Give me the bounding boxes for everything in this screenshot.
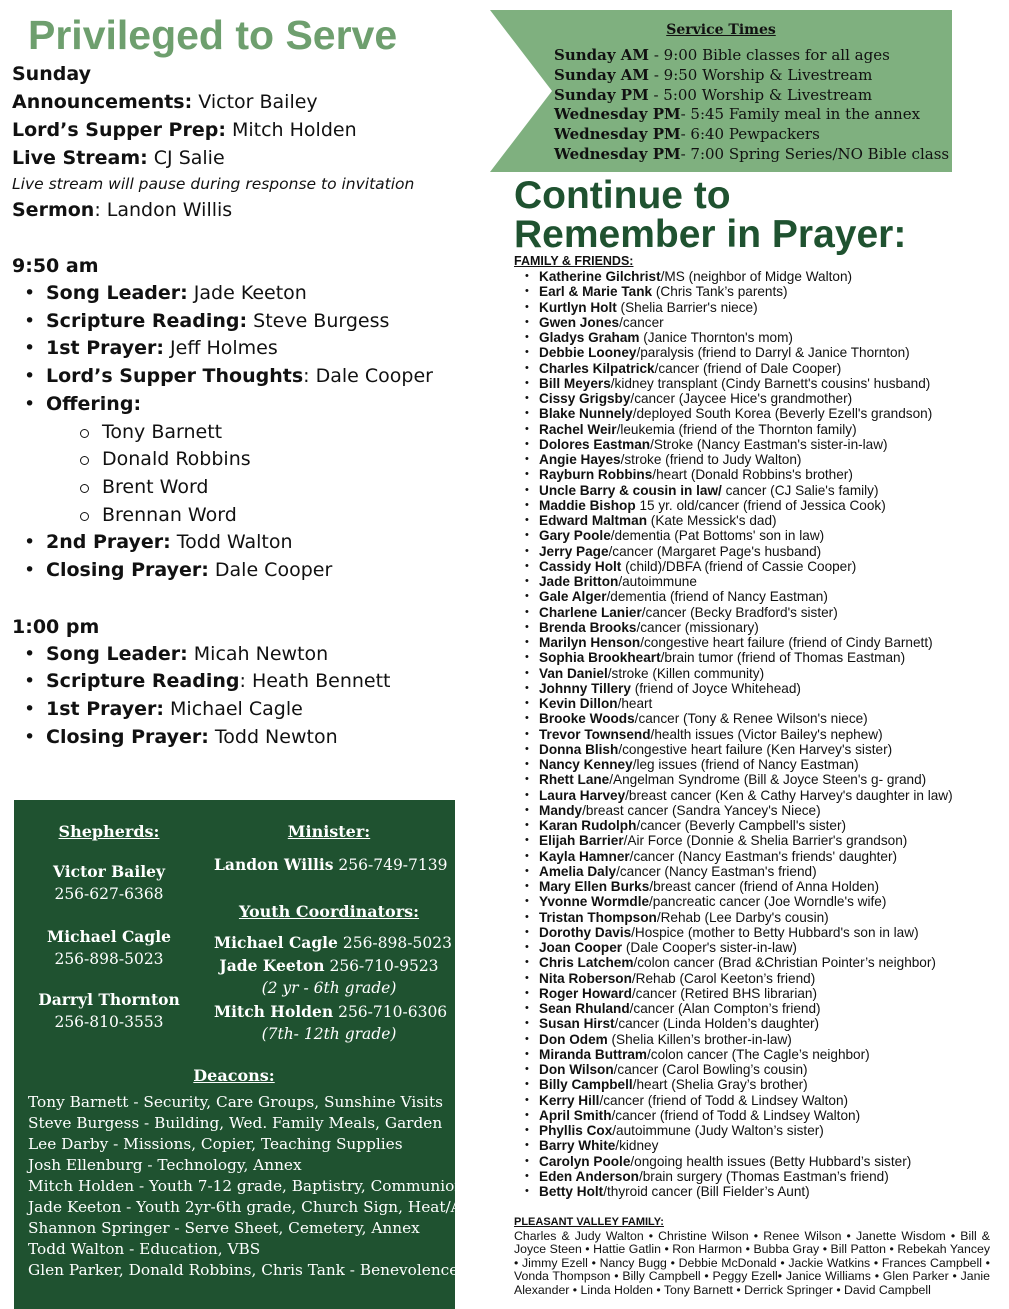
role-item: • 2nd Prayer: Todd Walton	[24, 529, 482, 557]
prayer-item: • Yvonne Wormdle/pancreatic cancer (Joe Worndle's wife)	[523, 894, 953, 909]
offering-item: Brennan Word	[80, 502, 482, 530]
prayer-item: • Cassidy Holt (child)/DBFA (friend of Cassie Cooper)	[523, 559, 953, 574]
page-title: Privileged to Serve	[28, 12, 398, 58]
role-item: • Song Leader: Jade Keeton	[24, 280, 482, 308]
prayer-item: • Bill Meyers/kidney transplant (Cindy Barnett's cousins' husband)	[523, 376, 953, 391]
sunday-heading: Sunday	[12, 63, 91, 85]
deacons-heading: Deacons:	[193, 1066, 275, 1085]
leadership-box	[14, 800, 474, 1309]
roles-list-950	[12, 280, 482, 585]
prayer-item: • Marilyn Henson/congestive heart failure (friend of Cindy Barnett)	[523, 635, 953, 650]
prayer-item: • Kayla Hamner/cancer (Nancy Eastman's friends' daughter)	[523, 849, 953, 864]
deacon-item: Glen Parker, Donald Robbins, Chris Tank - Benevolence	[28, 1261, 459, 1279]
prayer-item: • Sean Rhuland/cancer (Alan Compton’s friend)	[523, 1001, 953, 1016]
minister-heading: Minister:	[287, 822, 371, 841]
deacon-item: Mitch Holden - Youth 7-12 grade, Baptistry, Communion	[28, 1177, 465, 1195]
serve-schedule	[12, 10, 482, 752]
prayer-item: • Carolyn Poole/ongoing health issues (Betty Hubbard’s sister)	[523, 1154, 953, 1169]
prayer-item: • Mandy/breast cancer (Sandra Yancey's Niece)	[523, 803, 953, 818]
youth-heading: Youth Coordinators:	[238, 902, 420, 921]
service-times-banner	[490, 10, 952, 172]
prayer-item: • Roger Howard/cancer (Retired BHS librarian)	[523, 986, 953, 1001]
prayer-item: • Van Daniel/stroke (Killen community)	[523, 666, 953, 681]
prayer-item: • Rayburn Robbins/heart (Donald Robbins's brother)	[523, 467, 953, 482]
prayer-item: • Miranda Buttram/colon cancer (The Cagle’s neighbor)	[523, 1047, 953, 1062]
youth-contact: Michael Cagle 256-898-5023	[214, 933, 452, 952]
prayer-item: • Joan Cooper (Dale Cooper's sister-in-law)	[523, 940, 953, 955]
minister-contact: Landon Willis 256-749-7139	[214, 855, 448, 874]
role-item-offering: • Offering: Tony Barnett Donald Robbins Brent Word Brennan Word	[24, 391, 482, 530]
prayer-item: • Edward Maltman (Kate Messick's dad)	[523, 513, 953, 528]
deacon-item: Josh Ellenburg - Technology, Annex	[28, 1156, 302, 1174]
shepherd-phone: 256-627-6368	[54, 885, 164, 903]
prayer-item: • Rhett Lane/Angelman Syndrome (Bill & Joyce Steen's g- grand)	[523, 772, 953, 787]
sunday-assignment: Lord’s Supper Prep: Mitch Holden	[12, 119, 357, 141]
prayer-item: • Betty Holt/thyroid cancer (Bill Fielder’s Aunt)	[523, 1184, 953, 1199]
prayer-item: • Dolores Eastman/Stroke (Nancy Eastman's sister-in-law)	[523, 437, 953, 452]
prayer-item: • Don Odem (Shelia Killen’s brother-in-law)	[523, 1032, 953, 1047]
prayer-item: • Dorothy Davis/Hospice (mother to Betty Hubbard's son in law)	[523, 925, 953, 940]
prayer-item: • Blake Nunnely/deployed South Korea (Beverly Ezell's grandson)	[523, 406, 953, 421]
shepherd-phone: 256-898-5023	[54, 950, 164, 968]
youth-contact: Mitch Holden 256-710-6306	[214, 1002, 448, 1021]
prayer-item: • Phyllis Cox/autoimmune (Judy Walton’s sister)	[523, 1123, 953, 1138]
sunday-assignment: Live Stream: CJ Salie	[12, 147, 225, 169]
sunday-assignment: Announcements: Victor Bailey	[12, 91, 318, 113]
prayer-item: • Gale Alger/dementia (friend of Nancy Eastman)	[523, 589, 953, 604]
prayer-item: • Nita Roberson/Rehab (Carol Keeton’s friend)	[523, 971, 953, 986]
prayer-item: • Maddie Bishop 15 yr. old/cancer (friend of Jessica Cook)	[523, 498, 953, 513]
deacon-item: Todd Walton - Education, VBS	[28, 1240, 261, 1258]
sermon-assignment: Sermon: Landon Willis	[12, 199, 233, 221]
deacon-item: Tony Barnett - Security, Care Groups, Sunshine Visits	[28, 1093, 443, 1111]
prayer-item: • Sophia Brookheart/brain tumor (friend of Thomas Eastman)	[523, 650, 953, 665]
prayer-item: • Laura Harvey/breast cancer (Ken & Cathy Harvey's daughter in law)	[523, 788, 953, 803]
family-friends-heading: FAMILY & FRIENDS:	[514, 254, 634, 268]
youth-contact: Jade Keeton 256-710-9523	[219, 956, 439, 975]
offering-item: Donald Robbins	[80, 446, 482, 474]
prayer-item: • Nancy Kenney/leg issues (friend of Nancy Eastman)	[523, 757, 953, 772]
service-time-item: Sunday PM - 5:00 Worship & Livestream	[554, 85, 873, 104]
shepherd-name: Darryl Thornton	[38, 990, 180, 1009]
prayer-item: • Jade Britton/autoimmune	[523, 574, 953, 589]
service-time-item: Wednesday PM- 7:00 Spring Series/NO Bible class	[554, 144, 950, 163]
prayer-item: • Karan Rudolph/cancer (Beverly Campbell's sister)	[523, 818, 953, 833]
offering-item: Tony Barnett	[80, 419, 482, 447]
service-time-item: Sunday AM - 9:50 Worship & Livestream	[554, 65, 873, 84]
shepherds-heading: Shepherds:	[58, 822, 160, 841]
offering-list	[46, 419, 482, 530]
youth-grade-note: (2 yr - 6th grade)	[261, 979, 397, 997]
prayer-item: • Kerry Hill/cancer (friend of Todd & Lindsey Walton)	[523, 1093, 953, 1108]
role-item: • 1st Prayer: Jeff Holmes	[24, 335, 482, 363]
service-times-heading: Service Times	[666, 22, 776, 38]
prayer-item: • April Smith/cancer (friend of Todd & Lindsey Walton)	[523, 1108, 953, 1123]
session-heading-950: 9:50 am	[12, 255, 99, 277]
service-time-item: Wednesday PM- 6:40 Pewpackers	[554, 125, 820, 144]
prayer-item: • Johnny Tillery (friend of Joyce Whitehead)	[523, 681, 953, 696]
prayer-title: Continue to Remember in Prayer:	[514, 174, 907, 256]
prayer-item: • Jerry Page/cancer (Margaret Page's husband)	[523, 544, 953, 559]
prayer-item: • Elijah Barrier/Air Force (Donnie & Shelia Barrier's grandson)	[523, 833, 953, 848]
prayer-item: • Tristan Thompson/Rehab (Lee Darby's cousin)	[523, 910, 953, 925]
prayer-item: • Cissy Grigsby/cancer (Jaycee Hice's grandmother)	[523, 391, 953, 406]
prayer-item: • Debbie Looney/paralysis (friend to Darryl & Janice Thornton)	[523, 345, 953, 360]
role-item: • 1st Prayer: Michael Cagle	[24, 696, 482, 724]
prayer-item: • Charles Kilpatrick/cancer (friend of Dale Cooper)	[523, 361, 953, 376]
youth-grade-note: (7th- 12th grade)	[261, 1025, 397, 1043]
pleasant-valley-heading: PLEASANT VALLEY FAMILY:	[514, 1216, 664, 1228]
shepherd-name: Michael Cagle	[47, 927, 171, 946]
service-time-item: Sunday AM - 9:00 Bible classes for all ages	[554, 46, 890, 64]
deacon-item: Lee Darby - Missions, Copier, Teaching Supplies	[28, 1135, 403, 1153]
prayer-item: • Katherine Gilchrist/MS (neighbor of Midge Walton)	[523, 269, 953, 284]
role-item: • Lord’s Supper Thoughts: Dale Cooper	[24, 363, 482, 391]
role-item: • Scripture Reading: Heath Bennett	[24, 668, 482, 696]
shepherd-name: Victor Bailey	[53, 862, 165, 881]
prayer-item: • Billy Campbell/heart (Shelia Gray’s brother)	[523, 1077, 953, 1092]
session-heading-100: 1:00 pm	[12, 615, 100, 638]
deacon-item: Steve Burgess - Building, Wed. Family Meals, Garden	[28, 1114, 443, 1132]
role-item: • Closing Prayer: Todd Newton	[24, 724, 482, 752]
service-time-item: Wednesday PM- 5:45 Family meal in the annex	[554, 105, 921, 124]
service-times-list	[554, 46, 949, 165]
role-item: • Song Leader: Micah Newton	[24, 641, 482, 669]
shepherd-phone: 256-810-3553	[54, 1013, 164, 1031]
prayer-item: • Susan Hirst/cancer (Linda Holden’s daughter)	[523, 1016, 953, 1031]
prayer-list	[523, 269, 953, 1199]
prayer-item: • Rachel Weir/leukemia (friend of the Thornton family)	[523, 422, 953, 437]
prayer-item: • Gwen Jones/cancer	[523, 315, 953, 330]
offering-item: Brent Word	[80, 474, 482, 502]
prayer-item: • Kurtlyn Holt (Shelia Barrier's niece)	[523, 300, 953, 315]
prayer-item: • Don Wilson/cancer (Carol Bowling’s cousin)	[523, 1062, 953, 1077]
prayer-item: • Gladys Graham (Janice Thornton's mom)	[523, 330, 953, 345]
prayer-item: • Amelia Daly/cancer (Nancy Eastman's friend)	[523, 864, 953, 879]
prayer-item: • Donna Blish/congestive heart failure (Ken Harvey's sister)	[523, 742, 953, 757]
role-item: • Scripture Reading: Steve Burgess	[24, 308, 482, 336]
deacon-item: Jade Keeton - Youth 2yr-6th grade, Church Sign, Heat/AC	[28, 1198, 474, 1216]
role-item: • Closing Prayer: Dale Cooper	[24, 557, 482, 585]
prayer-item: • Earl & Marie Tank (Chris Tank’s parents)	[523, 284, 953, 299]
livestream-note: Live stream will pause during response to invitation	[12, 175, 415, 193]
prayer-item: • Gary Poole/dementia (Pat Bottoms' son in law)	[523, 528, 953, 543]
roles-list-100	[12, 641, 482, 752]
prayer-item: • Barry White/kidney	[523, 1138, 953, 1153]
prayer-item: • Charlene Lanier/cancer (Becky Bradford's sister)	[523, 605, 953, 620]
prayer-item: • Mary Ellen Burks/breast cancer (friend of Anna Holden)	[523, 879, 953, 894]
pleasant-valley-list: Charles & Judy Walton • Christine Wilson • Renee Wilson • Janette Wisdom • Bill & Joyce Steen • Hattie Gatlin • Ron Harmon • Bubba Gray • Bill Patton • Rebekah Yancey • Jimmy Ezell • Nancy Bugg • Debbie McDonald • Jackie Watkins • Frances Campbell • Vonda Thompson • Billy Campbell • Peggy Ezell• Janice Williams • Glen Parker • Janie Alexander • Linda Holden • Tony Barnett • Derrick Springer • David Campbell	[514, 1229, 990, 1297]
prayer-item: • Kevin Dillon/heart	[523, 696, 953, 711]
prayer-item: • Brenda Brooks/cancer (missionary)	[523, 620, 953, 635]
deacons-list	[28, 1092, 474, 1281]
deacon-item: Shannon Springer - Serve Sheet, Cemetery, Annex	[28, 1219, 420, 1237]
prayer-item: • Uncle Barry & cousin in law/ cancer (CJ Salie's family)	[523, 483, 953, 498]
prayer-item: • Angie Hayes/stroke (friend to Judy Walton)	[523, 452, 953, 467]
prayer-item: • Chris Latchem/colon cancer (Brad &Christian Pointer’s neighbor)	[523, 955, 953, 970]
prayer-item: • Brooke Woods/cancer (Tony & Renee Wilson's niece)	[523, 711, 953, 726]
prayer-item: • Eden Anderson/brain surgery (Thomas Eastman’s friend)	[523, 1169, 953, 1184]
prayer-item: • Trevor Townsend/health issues (Victor Bailey's nephew)	[523, 727, 953, 742]
